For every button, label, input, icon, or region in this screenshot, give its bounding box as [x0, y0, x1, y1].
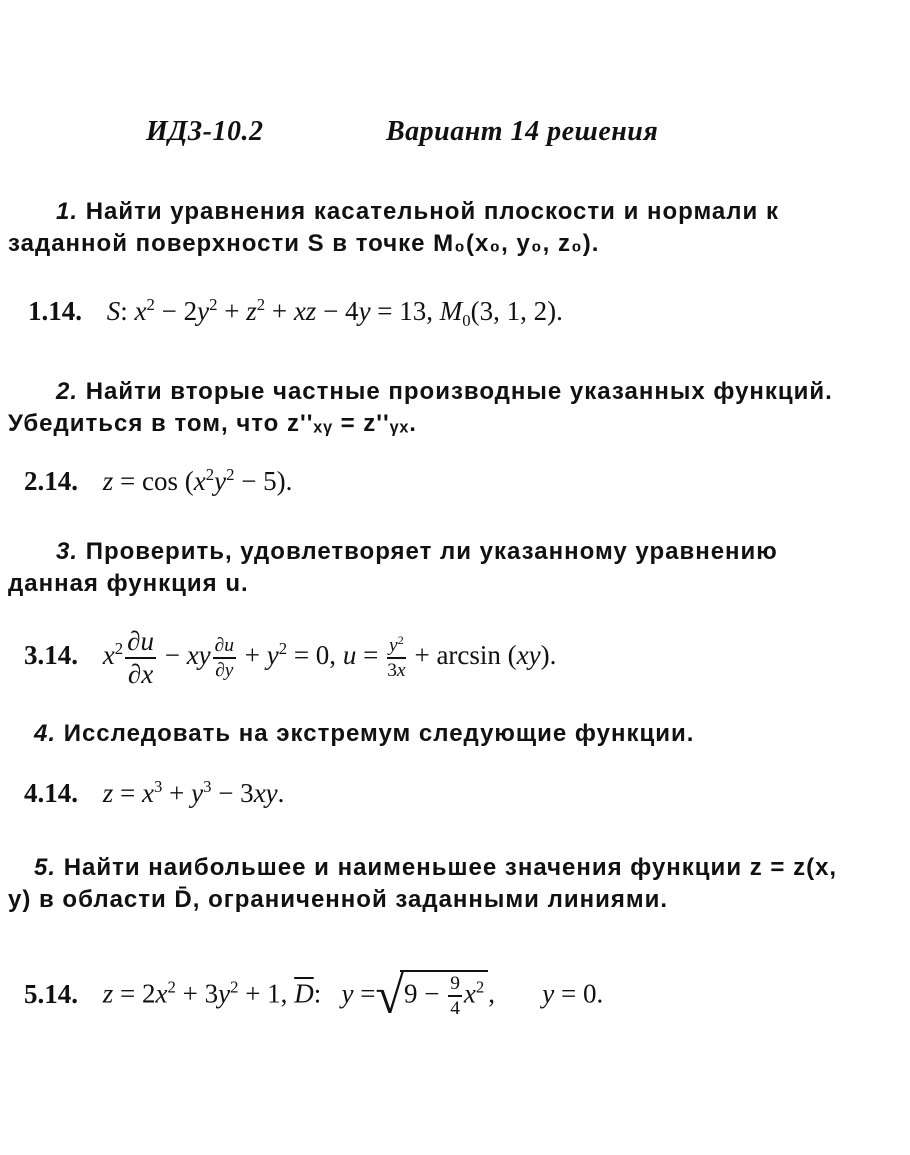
problem-5-14: 5.14. $z = 2x^2 + 3y^2 + 1$, $\overline{D}$: y =√9 − $\frac{9}{4}$ $x^2$ , y = 0. [24, 967, 604, 1025]
problem-2-14: 2.14. $z = \cos (x^2y^2 - 5)$. [24, 464, 293, 496]
task-4-number: 4. [34, 720, 57, 747]
problem-1-14: 1.14. S: $x^2 - 2y^2 + z^2$ + xz − 4y = 13, $M_0(3$, 1, 2). [28, 294, 563, 330]
task-3-number: 3. [56, 538, 79, 565]
task-1-statement [8, 196, 863, 260]
task-4-text: Исследовать на экстремум следующие функции. [63, 720, 695, 747]
problem-1-14-number: 1.14. [28, 296, 82, 326]
task-3-statement [8, 536, 863, 600]
variant-title: Вариант 14 решения [386, 116, 659, 147]
task-5-number: 5. [34, 854, 57, 881]
task-4-statement [8, 718, 863, 750]
problem-3-14-number: 3.14. [24, 640, 78, 671]
task-2-number: 2. [56, 378, 79, 405]
problem-4-14: 4.14. $z = x^3 + y^3 - 3xy$. [24, 776, 285, 808]
problem-4-14-number: 4.14. [24, 778, 78, 808]
task-5-statement [8, 852, 868, 916]
task-2-text: Найти вторые частные производные указанных функций. Убедиться в том, что z''ₓᵧ = z''ᵧₓ. [8, 378, 833, 437]
problem-3-14: 3.14. $x^2$ $\frac{\partial u}{\partial x}$ − xy $\frac{\partial u}{\partial y}$ + $y^2 = 0$, u = $\frac{y^2}{3x}$ + arcsin (xy). [24, 626, 557, 689]
task-3-text: Проверить, удовлетворяет ли указанному уравнению данная функция u. [8, 538, 778, 597]
task-1-number: 1. [56, 198, 79, 225]
task-5-text: Найти наибольшее и наименьшее значения функции z = z(x, y) в области D̄, ограниченной заданными линиями. [8, 854, 838, 913]
task-2-statement [8, 376, 863, 440]
problem-2-14-number: 2.14. [24, 466, 78, 496]
task-1-text: Найти уравнения касательной плоскости и нормали к заданной поверхности S в точке M₀(x₀, y₀, z₀). [8, 198, 779, 257]
problem-5-14-number: 5.14. [24, 978, 78, 1009]
assignment-code: ИДЗ-10.2 [146, 116, 264, 147]
